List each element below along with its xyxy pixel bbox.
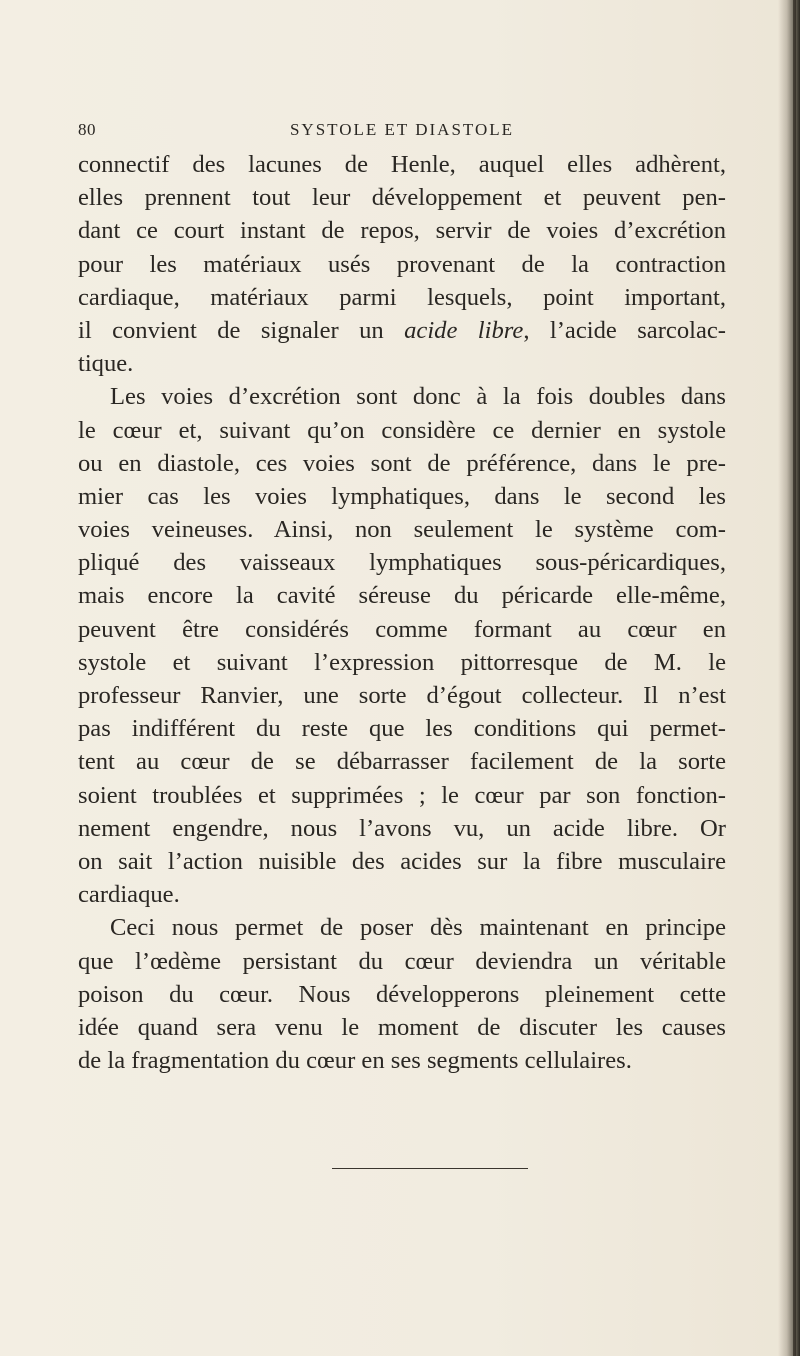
text-line: connectif des lacunes de Henle, auquel elles adhèrent, [78, 151, 726, 178]
running-head [78, 120, 726, 146]
text-segment: , l’acide sarcolac- [523, 316, 726, 344]
text-line: professeur Ranvier, une sorte d’égout collecteur. Il n’est [78, 682, 726, 709]
text-line: voies veineuses. Ainsi, non seulement le système com- [78, 516, 726, 544]
text-line: elles prennent tout leur développement et peuvent pen- [78, 184, 726, 212]
text-line: dant ce court instant de repos, servir de voies d’excrétion [78, 217, 726, 245]
italic-term: acide libre [404, 316, 524, 344]
text-line: pliqué des vaisseaux lymphatiques sous-péricardiques, [78, 549, 726, 577]
section-end-rule [332, 1168, 528, 1169]
text-line: cardiaque. [78, 881, 180, 909]
text-line: mais encore la cavité séreuse du péricarde elle-même, [78, 582, 726, 610]
text-line: tent au cœur de se débarrasser facilement de la sorte [78, 748, 726, 776]
page-number: 80 [78, 120, 96, 139]
paragraph-start-line: Ceci nous permet de poser dès maintenant en principe [110, 914, 726, 942]
text-line: mier cas les voies lymphatiques, dans le second les [78, 482, 726, 510]
text-line: le cœur et, suivant qu’on considère ce dernier en systole [78, 416, 726, 444]
text-segment: il convient de signaler un [78, 316, 405, 344]
text-line: ou en diastole, ces voies sont de préférence, dans le pre- [78, 449, 726, 477]
text-line: soient troublées et supprimées ; le cœur par son fonction- [78, 781, 726, 809]
text-line: que l’œdème persistant du cœur deviendra un véritable [78, 947, 726, 975]
text-line: pour les matériaux usés provenant de la contraction [78, 250, 726, 278]
text-line: systole et suivant l’expression pittorresque de M. le [78, 648, 726, 676]
text-line: nement engendre, nous l’avons vu, un acide libre. Or [78, 814, 726, 842]
page-edge-line [793, 0, 796, 1356]
text-line: pas indifférent du reste que les conditions qui permet- [78, 715, 726, 743]
paragraph-start-line: Les voies d’excrétion sont donc à la fois doubles dans [110, 383, 726, 411]
page-edge-shadow [778, 0, 800, 1356]
text-line: peuvent être considérés comme formant au cœur en [78, 615, 726, 643]
text-line: on sait l’action nuisible des acides sur la fibre musculaire [78, 847, 726, 875]
text-line: poison du cœur. Nous développerons pleinement cette [78, 980, 726, 1008]
running-title: SYSTOLE ET DIASTOLE [289, 120, 515, 139]
body-text [78, 148, 726, 1077]
text-line-with-italic [78, 314, 726, 347]
text-line: cardiaque, matériaux parmi lesquels, point important, [78, 283, 726, 311]
text-line: tique. [78, 350, 134, 378]
text-line: de la fragmentation du cœur en ses segments cellulaires. [78, 1047, 632, 1075]
text-line: idée quand sera venu le moment de discuter les causes [78, 1013, 726, 1041]
